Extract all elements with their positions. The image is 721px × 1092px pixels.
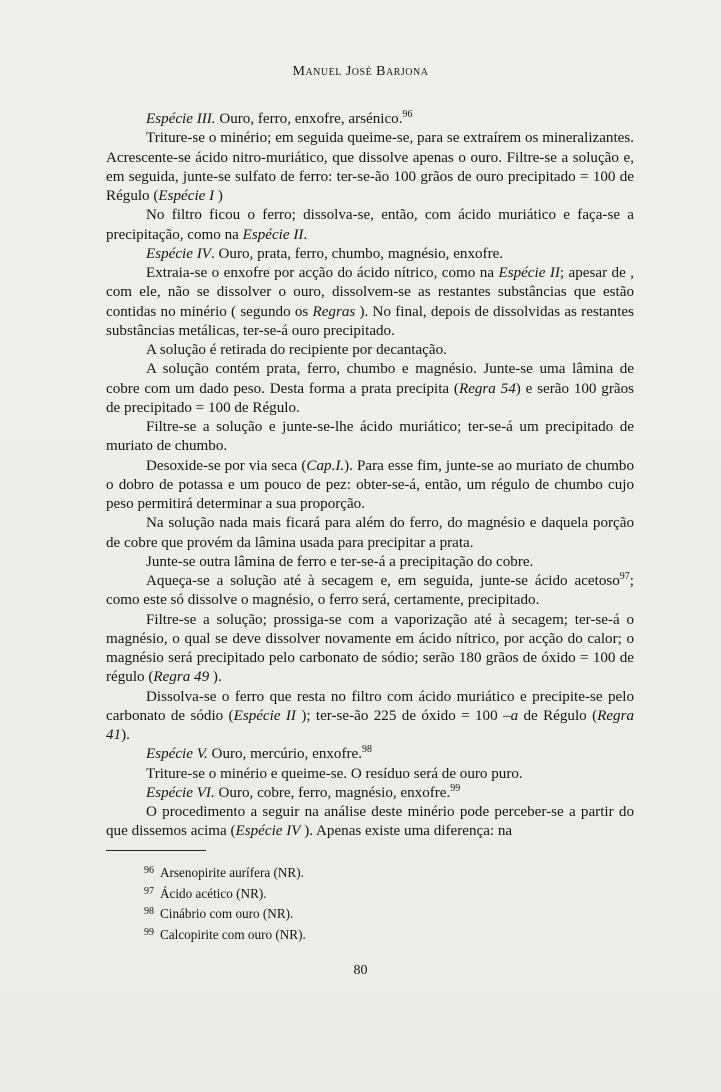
footnote-ref-99: 99 xyxy=(450,782,461,794)
paragraph: Na solução nada mais ficará para além do ferro, do magnésio e daquela porção de cobre que provém da lâmina usada para precipitar a prata. xyxy=(106,515,634,551)
running-head: Manuel José Barjona xyxy=(292,64,429,79)
body-text xyxy=(106,110,634,842)
footnote-99: $^{99}$ Calcopirite com ouro (NR). xyxy=(144,926,306,942)
paragraph-especie-iii: Espécie III. Ouro, ferro, enxofre, arsénico.$^{96}$ xyxy=(146,109,413,127)
paragraph: Aqueça-se a solução até à secagem e, em seguida, junte-se ácido acetoso$^{97}$; como este só dissolve o magnésio, o ferro será, certamente, precipitado. xyxy=(106,571,634,609)
paragraph: Dissolva-se o ferro que resta no filtro com ácido muriático e precipite-se pelo carbonato de sódio (Espécie II ); ter-se-ão 225 de óxido = 100 –a de Régulo (Regra 41). xyxy=(106,688,634,743)
paragraph: No filtro ficou o ferro; dissolva-se, então, com ácido muriático e faça-se a precipitação, como na Espécie II. xyxy=(106,207,634,243)
page-number: 80 xyxy=(353,963,368,978)
paragraph-especie-iv: Espécie IV. Ouro, prata, ferro, chumbo, magnésio, enxofre. xyxy=(146,245,504,262)
footnote-divider xyxy=(106,850,206,851)
footnote-ref-98: 98 xyxy=(362,744,372,756)
paragraph: Triture-se o minério e queime-se. O resíduo será de ouro puro. xyxy=(146,765,523,782)
paragraph: Junte-se outra lâmina de ferro e ter-se-á a precipitação do cobre. xyxy=(146,553,534,570)
footnote-ref-97: 97 xyxy=(619,571,630,582)
paragraph: O procedimento a seguir na análise deste minério pode perceber-se a partir do que dissemos acima (Espécie IV ). Apenas existe uma diferença: na xyxy=(106,804,634,840)
paragraph-especie-v: Espécie V. Ouro, mercúrio, enxofre.$^{98}$ xyxy=(146,744,372,763)
paragraph: Extraia-se o enxofre por acção do ácido nítrico, como na Espécie II; apesar de , com ele, não se dissolver o ouro, dissolvem-se as restantes substâncias que estão contidas no minério ( segundo os Regras ). No final, depois de dissolvidas as restantes substâncias metálicas, ter-se-á ouro precipitado. xyxy=(106,265,634,339)
footnote-96: $^{96}$ Arsenopirite aurífera (NR). xyxy=(144,865,304,880)
paragraph: Filtre-se a solução; prossiga-se com a vaporização até à secagem; ter-se-á o magnésio, o qual se deve dissolver novamente em ácido nítrico, por acção do calor; o magnésio será precipitado pelo carbonato de sódio; serão 180 grãos de óxido = 100 de régulo (Regra 49 ). xyxy=(106,611,634,686)
paragraph: Filtre-se a solução e junte-se-lhe ácido muriático; ter-se-á um precipitado de muriato de chumbo. xyxy=(106,419,634,455)
paragraph: A solução é retirada do recipiente por decantação. xyxy=(146,342,447,358)
paragraph-especie-vi: Espécie VI. Ouro, cobre, ferro, magnésio, enxofre.$^{99}$ xyxy=(146,782,461,801)
footnotes xyxy=(144,862,624,944)
footnote-97: $^{97}$ Ácido acético (NR). xyxy=(144,885,267,901)
paragraph: A solução contém prata, ferro, chumbo e magnésio. Junte-se uma lâmina de cobre com um dado peso. Desta forma a prata precipita (Regra 54) e serão 100 grãos de precipitado = 100 de Régulo. xyxy=(106,361,635,416)
paragraph: Triture-se o minério; em seguida queime-se, para se extraírem os mineralizantes. Acrescente-se ácido nitro-muriático, que dissolve apenas o ouro. Filtre-se a solução e, em seguida, junte-se sulfato de ferro: ter-se-ão 100 grãos de ouro precipitado = 100 de Régulo (Espécie I ) xyxy=(106,130,634,204)
footnote-98: $^{98}$ Cinábrio com ouro (NR). xyxy=(144,906,294,921)
paragraph: Desoxide-se por via seca (Cap.I.). Para esse fim, junte-se ao muriato de chumbo o dobro de potassa e um pouco de pez: obter-se-á, então, um régulo de chumbo cujo peso permitirá determinar a sua proporção. xyxy=(106,457,634,512)
footnote-ref-96: 96 xyxy=(402,109,413,120)
